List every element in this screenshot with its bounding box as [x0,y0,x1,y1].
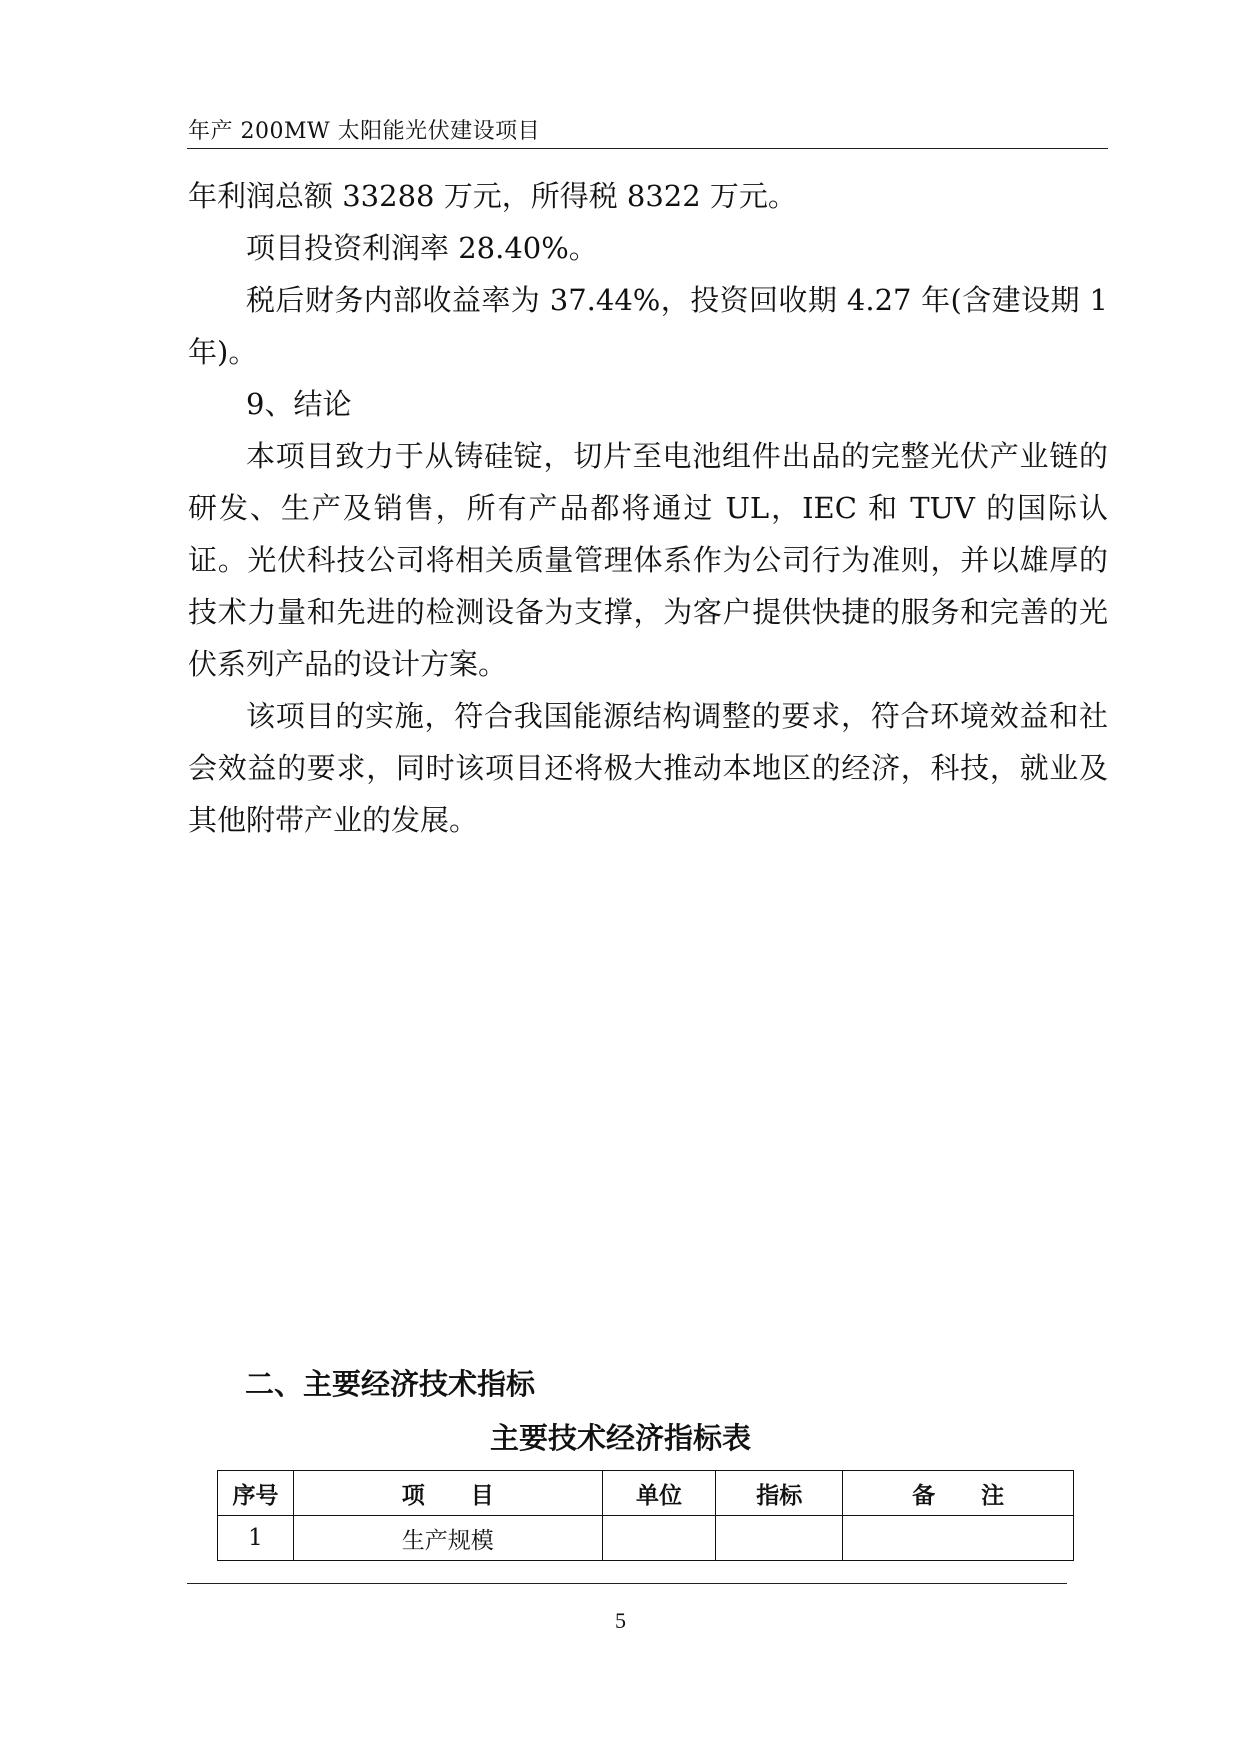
cell-item: 生产规模 [293,1516,602,1561]
running-header: 年产 200MW 太阳能光伏建设项目 [188,119,541,144]
cell-unit [602,1516,716,1561]
footer-rule [187,1583,1067,1584]
paragraph-conclusion-2: 该项目的实施，符合我国能源结构调整的要求，符合环境效益和社会效益的要求，同时该项目还将极大推动本地区的经济，科技，就业及其他附带产业的发展。 [188,699,1108,837]
page-number: 5 [615,1608,626,1633]
section-heading: 二、主要经济技术指标 [245,1367,536,1401]
header-remarks: 备 注 [843,1471,1074,1516]
indicators-table [217,1470,1074,1561]
cell-indicator [716,1516,843,1561]
paragraph-irr: 税后财务内部收益率为 37.44%，投资回收期 4.27 年(含建设期 1 年)。 [188,283,1108,369]
header-index: 序号 [218,1471,294,1516]
table-header-row [218,1471,1074,1516]
header-rule [187,148,1108,149]
header-indicator: 指标 [716,1471,843,1516]
table-row [218,1516,1074,1561]
header-item: 项 目 [293,1471,602,1516]
header-unit: 单位 [602,1471,716,1516]
paragraph-conclusion-heading: 9、结论 [246,387,352,421]
cell-remarks [843,1516,1074,1561]
paragraph-conclusion-1: 本项目致力于从铸硅锭，切片至电池组件出品的完整光伏产业链的研发、生产及销售，所有产品都将通过 UL，IEC 和 TUV 的国际认证。光伏科技公司将相关质量管理体系作为公司行为准则，并以雄厚的技术力量和先进的检测设备为支撑，为客户提供快捷的服务和完善的光伏系列产品的设计方案。 [188,439,1108,681]
cell-index: 1 [218,1516,294,1561]
table-title: 主要技术经济指标表 [489,1421,751,1455]
paragraph-profit: 年利润总额 33288 万元，所得税 8322 万元。 [188,179,797,213]
paragraph-roi: 项目投资利润率 28.40%。 [246,231,598,265]
body-text [188,170,1108,846]
